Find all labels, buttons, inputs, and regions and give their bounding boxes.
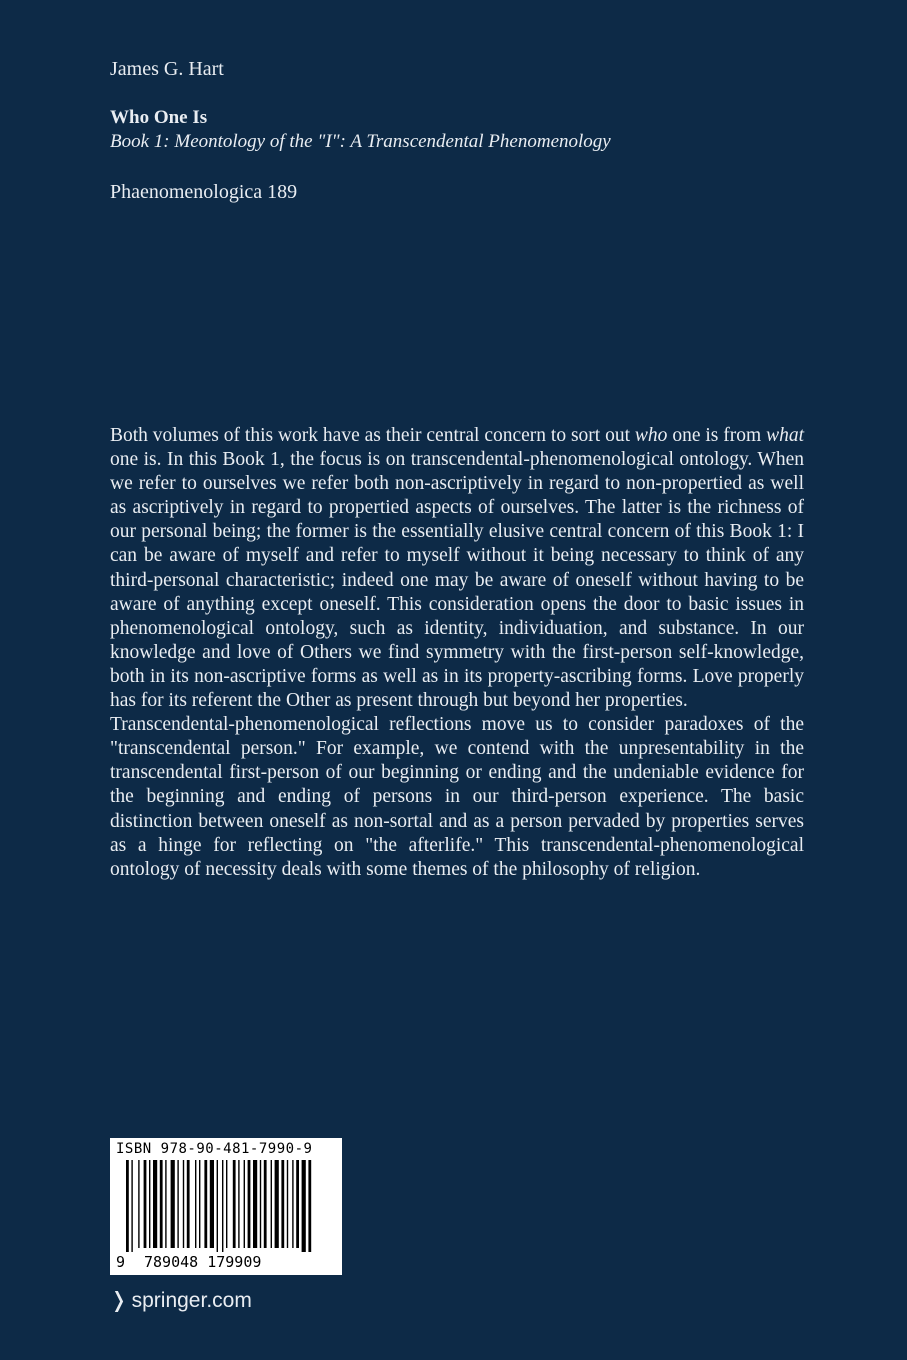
isbn-label: ISBN 978-90-481-7990-9	[116, 1141, 313, 1157]
barcode-bar	[260, 1160, 261, 1248]
barcode-bar	[296, 1160, 299, 1248]
publisher-link[interactable]	[110, 1288, 252, 1313]
barcode-bar	[183, 1160, 184, 1248]
barcode-bar	[217, 1160, 218, 1252]
publisher-url: springer.com	[131, 1289, 252, 1312]
barcode-bar	[271, 1160, 272, 1248]
barcode-bar	[248, 1160, 251, 1248]
book-subtitle: Book 1: Meontology of the "I": A Transcendental Phenomenology	[110, 131, 611, 152]
barcode-bar	[165, 1160, 166, 1248]
blurb-paragraph-2: Transcendental-phenomenological reflections move us to consider paradoxes of the "transcendental person." For example, we contend with the unpresentability in the transcendental first-person of our beginning or ending and the undeniable evidence for the beginning and ending of persons in our third-person experience. The basic distinction between oneself as non-sortal and as a person pervaded by properties serves as a hinge for reflecting on "the afterlife." This transcendental-phenomenological ontology of necessity deals with some themes of the philosophy of religion.	[110, 714, 804, 880]
barcode-bars	[116, 1160, 336, 1252]
blurb-paragraph-1	[110, 424, 804, 713]
barcode-bar	[253, 1160, 257, 1248]
barcode-bar	[187, 1160, 190, 1248]
barcode-bar	[292, 1160, 293, 1248]
isbn-digit-first: 9	[116, 1253, 126, 1271]
barcode-bar	[171, 1160, 175, 1248]
blurb-emphasis-what: what	[766, 425, 804, 446]
barcode-bar	[244, 1160, 245, 1248]
barcode-bar	[160, 1160, 163, 1248]
barcode-bar	[308, 1160, 311, 1252]
barcode-bar	[204, 1160, 207, 1248]
blurb	[110, 424, 804, 882]
book-title: Who One Is	[110, 107, 208, 128]
isbn-digits-rest: 789048 179909	[144, 1253, 262, 1271]
blurb-text-2: one is from	[667, 425, 767, 446]
barcode-bar	[195, 1160, 196, 1248]
isbn-digits	[116, 1253, 336, 1271]
barcode-bar	[177, 1160, 178, 1248]
barcode-bar	[126, 1160, 129, 1252]
series-name: Phaenomenologica 189	[110, 181, 298, 203]
barcode-bar	[287, 1160, 288, 1248]
barcode-bar	[210, 1160, 214, 1248]
barcode-bar	[238, 1160, 239, 1248]
isbn-barcode	[110, 1138, 342, 1275]
barcode-bar	[226, 1160, 227, 1248]
blurb-text-1: Both volumes of this work have as their central concern to sort out	[110, 425, 635, 446]
barcode-bar	[149, 1160, 150, 1248]
barcode-bar	[281, 1160, 284, 1248]
author-name: James G. Hart	[110, 58, 224, 80]
barcode-bar	[199, 1160, 200, 1248]
chevron-right-icon: ❭	[110, 1288, 128, 1312]
blurb-emphasis-who: who	[634, 425, 668, 446]
barcode-bar	[138, 1160, 139, 1248]
barcode-bar	[131, 1160, 132, 1252]
barcode-bar	[302, 1160, 306, 1252]
barcode-bar	[264, 1160, 267, 1248]
barcode-bar	[233, 1160, 236, 1248]
blurb-text-3: one is. In this Book 1, the focus is on transcendental-phenomenological ontology. When we refer to ourselves we refer both non-ascriptively in regard to non-propertied as well as ascriptively in regard to propertied aspects of ourselves. The latter is the richness of our personal being; the former is the essentially elusive central concern of this Book 1: I can be aware of myself and refer to myself without it being necessary to think of any third-personal characteristic; indeed one may be aware of oneself without having to be aware of anything except oneself. This consideration opens the door to basic issues in phenomenological ontology, such as identity, individuation, and substance. In our knowledge and love of Others we find symmetry with the first-person self-knowledge, both in its non-ascriptive forms as well as in its property-ascribing forms. Love properly has for its referent the Other as present through but beyond her properties.	[110, 449, 804, 712]
barcode-bar	[153, 1160, 157, 1248]
barcode-bar	[222, 1160, 223, 1252]
barcode-bar	[144, 1160, 147, 1248]
barcode-bar	[275, 1160, 279, 1248]
